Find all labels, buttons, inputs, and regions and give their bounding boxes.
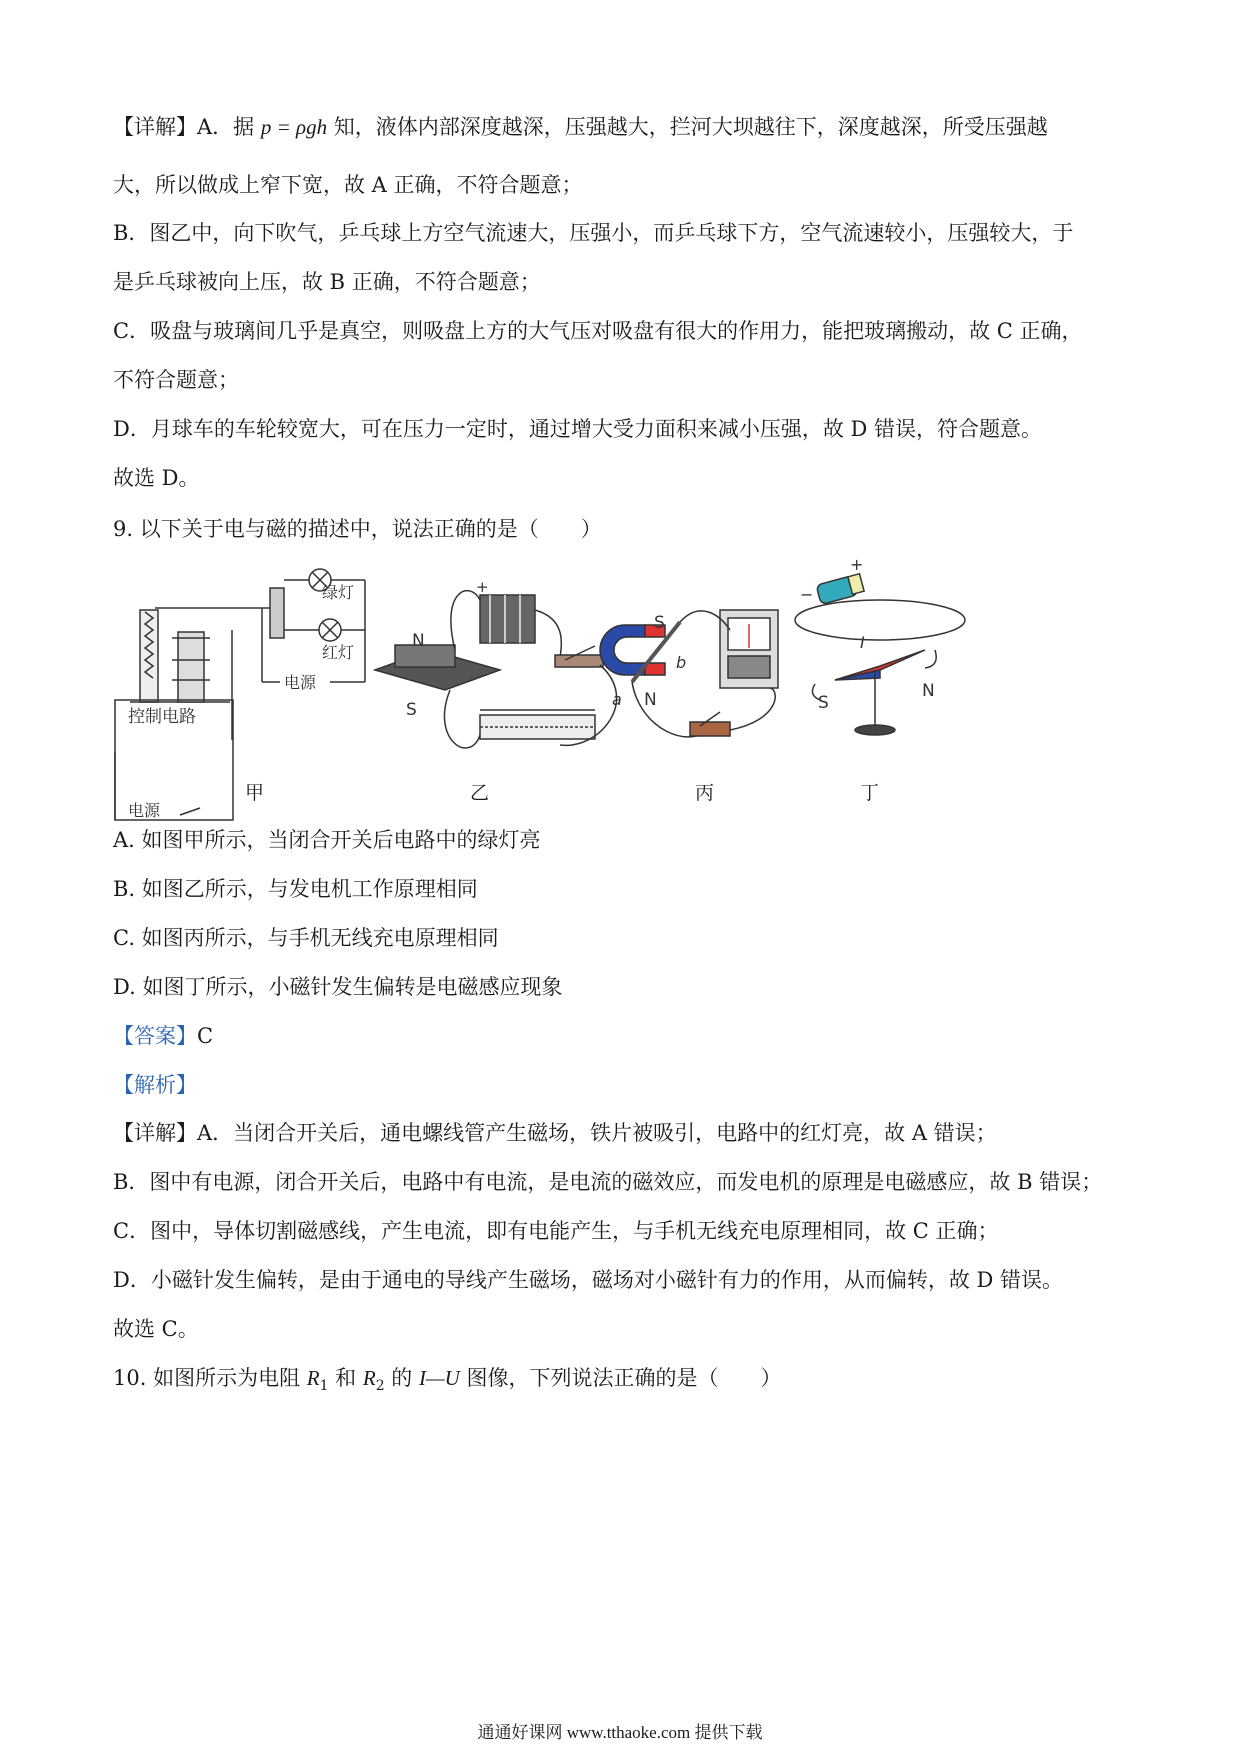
battery-plus-sign: + (850, 555, 864, 574)
figure-label-jia: 甲 (245, 782, 265, 804)
q9-option-d: D. 如图丁所示，小磁针发生偏转是电磁感应现象 (113, 975, 563, 999)
motor-s-label: S (406, 700, 417, 720)
generator-circuit-diagram (600, 610, 778, 737)
figure-label-ding: 丁 (860, 782, 880, 804)
answer-label: 【答案】 (113, 1024, 197, 1048)
q10-stem: 10. 如图所示为电阻 $R_1$ 和 $R_2$ 的 I—U 图像，下列说法正确的是（ ） (113, 1366, 782, 1395)
needle-s-label: S (818, 693, 829, 713)
green-lamp-label: 绿灯 (322, 583, 355, 602)
page-footer: 通通好课网 www.tthaoke.com 提供下载 (477, 1723, 763, 1742)
q8-detail-line-7: D．月球车的车轮较宽大，可在压力一定时，通过增大受力面积来减小压强，故 D 错误，符合题意。 (113, 417, 1043, 441)
relay-circuit-diagram (115, 569, 365, 820)
power-label-1: 电源 (284, 673, 317, 692)
q8-detail-line-5: C．吸盘与玻璃间几乎是真空，则吸盘上方的大气压对吸盘有很大的作用力，能把玻璃搬动，故 C 正确， (113, 319, 1083, 343)
motor-circuit-diagram (375, 591, 617, 748)
red-lamp-label: 红灯 (322, 643, 355, 662)
q9-detail-line-2: B．图中有电源，闭合开关后，电路中有电流，是电流的磁效应，而发电机的原理是电磁感应，故 B 错误； (113, 1170, 1103, 1194)
conductor-end-a: a (612, 690, 622, 709)
answer-value: C (197, 1024, 214, 1048)
magnet-n-label: N (644, 690, 657, 710)
q9-analysis-label: 【解析】 (113, 1073, 197, 1097)
power-label-2: 电源 (128, 801, 161, 820)
q8-conclusion: 故选 D。 (113, 466, 200, 490)
q8-detail-line-4: 是乒乓球被向上压，故 B 正确，不符合题意； (113, 270, 541, 294)
q8-detail-line-3: B．图乙中，向下吹气，乒乓球上方空气流速大，压强小，而乒乓球下方，空气流速较小，压强较大，于 (113, 221, 1074, 245)
figure-label-yi: 乙 (470, 782, 490, 804)
battery-plus-label: + (476, 578, 489, 596)
q8-detail-line-2: 大，所以做成上窄下宽，故 A 正确，不符合题意； (113, 173, 583, 197)
q9-conclusion: 故选 C。 (113, 1317, 199, 1341)
q9-detail-line-3: C．图中，导体切割磁感线，产生电流，即有电能产生，与手机无线充电原理相同，故 C 正确； (113, 1219, 999, 1243)
iu-graph-label: I—U (418, 1366, 460, 1390)
figure-label-bing: 丙 (695, 782, 715, 804)
q9-figure (0, 550, 1240, 820)
q9-stem: 9. 以下关于电与磁的描述中，说法正确的是（ ） (113, 517, 602, 541)
q9-detail-line-1: 【详解】A．当闭合开关后，通电螺线管产生磁场，铁片被吸引，电路中的红灯亮，故 A 错误； (113, 1121, 997, 1145)
q9-detail-line-4: D．小磁针发生偏转，是由于通电的导线产生磁场，磁场对小磁针有力的作用，从而偏转，故 D 错误。 (113, 1268, 1064, 1292)
needle-n-label: N (922, 681, 935, 701)
q9-option-b: B. 如图乙所示，与发电机工作原理相同 (113, 877, 478, 901)
q9-answer (113, 1022, 213, 1050)
motor-n-label: N (412, 631, 425, 651)
magnet-s-label: S (654, 613, 665, 633)
current-i-label: I (860, 633, 865, 652)
q8-detail-line-6: 不符合题意； (113, 368, 239, 392)
control-circuit-label: 控制电路 (128, 707, 196, 727)
q9-option-c: C. 如图丙所示，与手机无线充电原理相同 (113, 926, 499, 950)
q8-detail-line-1: 【详解】A．据 p = ρgh 知，液体内部深度越深，压强越大，拦河大坝越往下，深度越深，所受压强越 (113, 115, 1048, 139)
battery-minus-sign: − (800, 585, 814, 604)
pressure-formula: p = ρgh (260, 115, 328, 139)
conductor-end-b: b (676, 653, 687, 672)
q9-option-a: A. 如图甲所示，当闭合开关后电路中的绿灯亮 (113, 828, 541, 852)
